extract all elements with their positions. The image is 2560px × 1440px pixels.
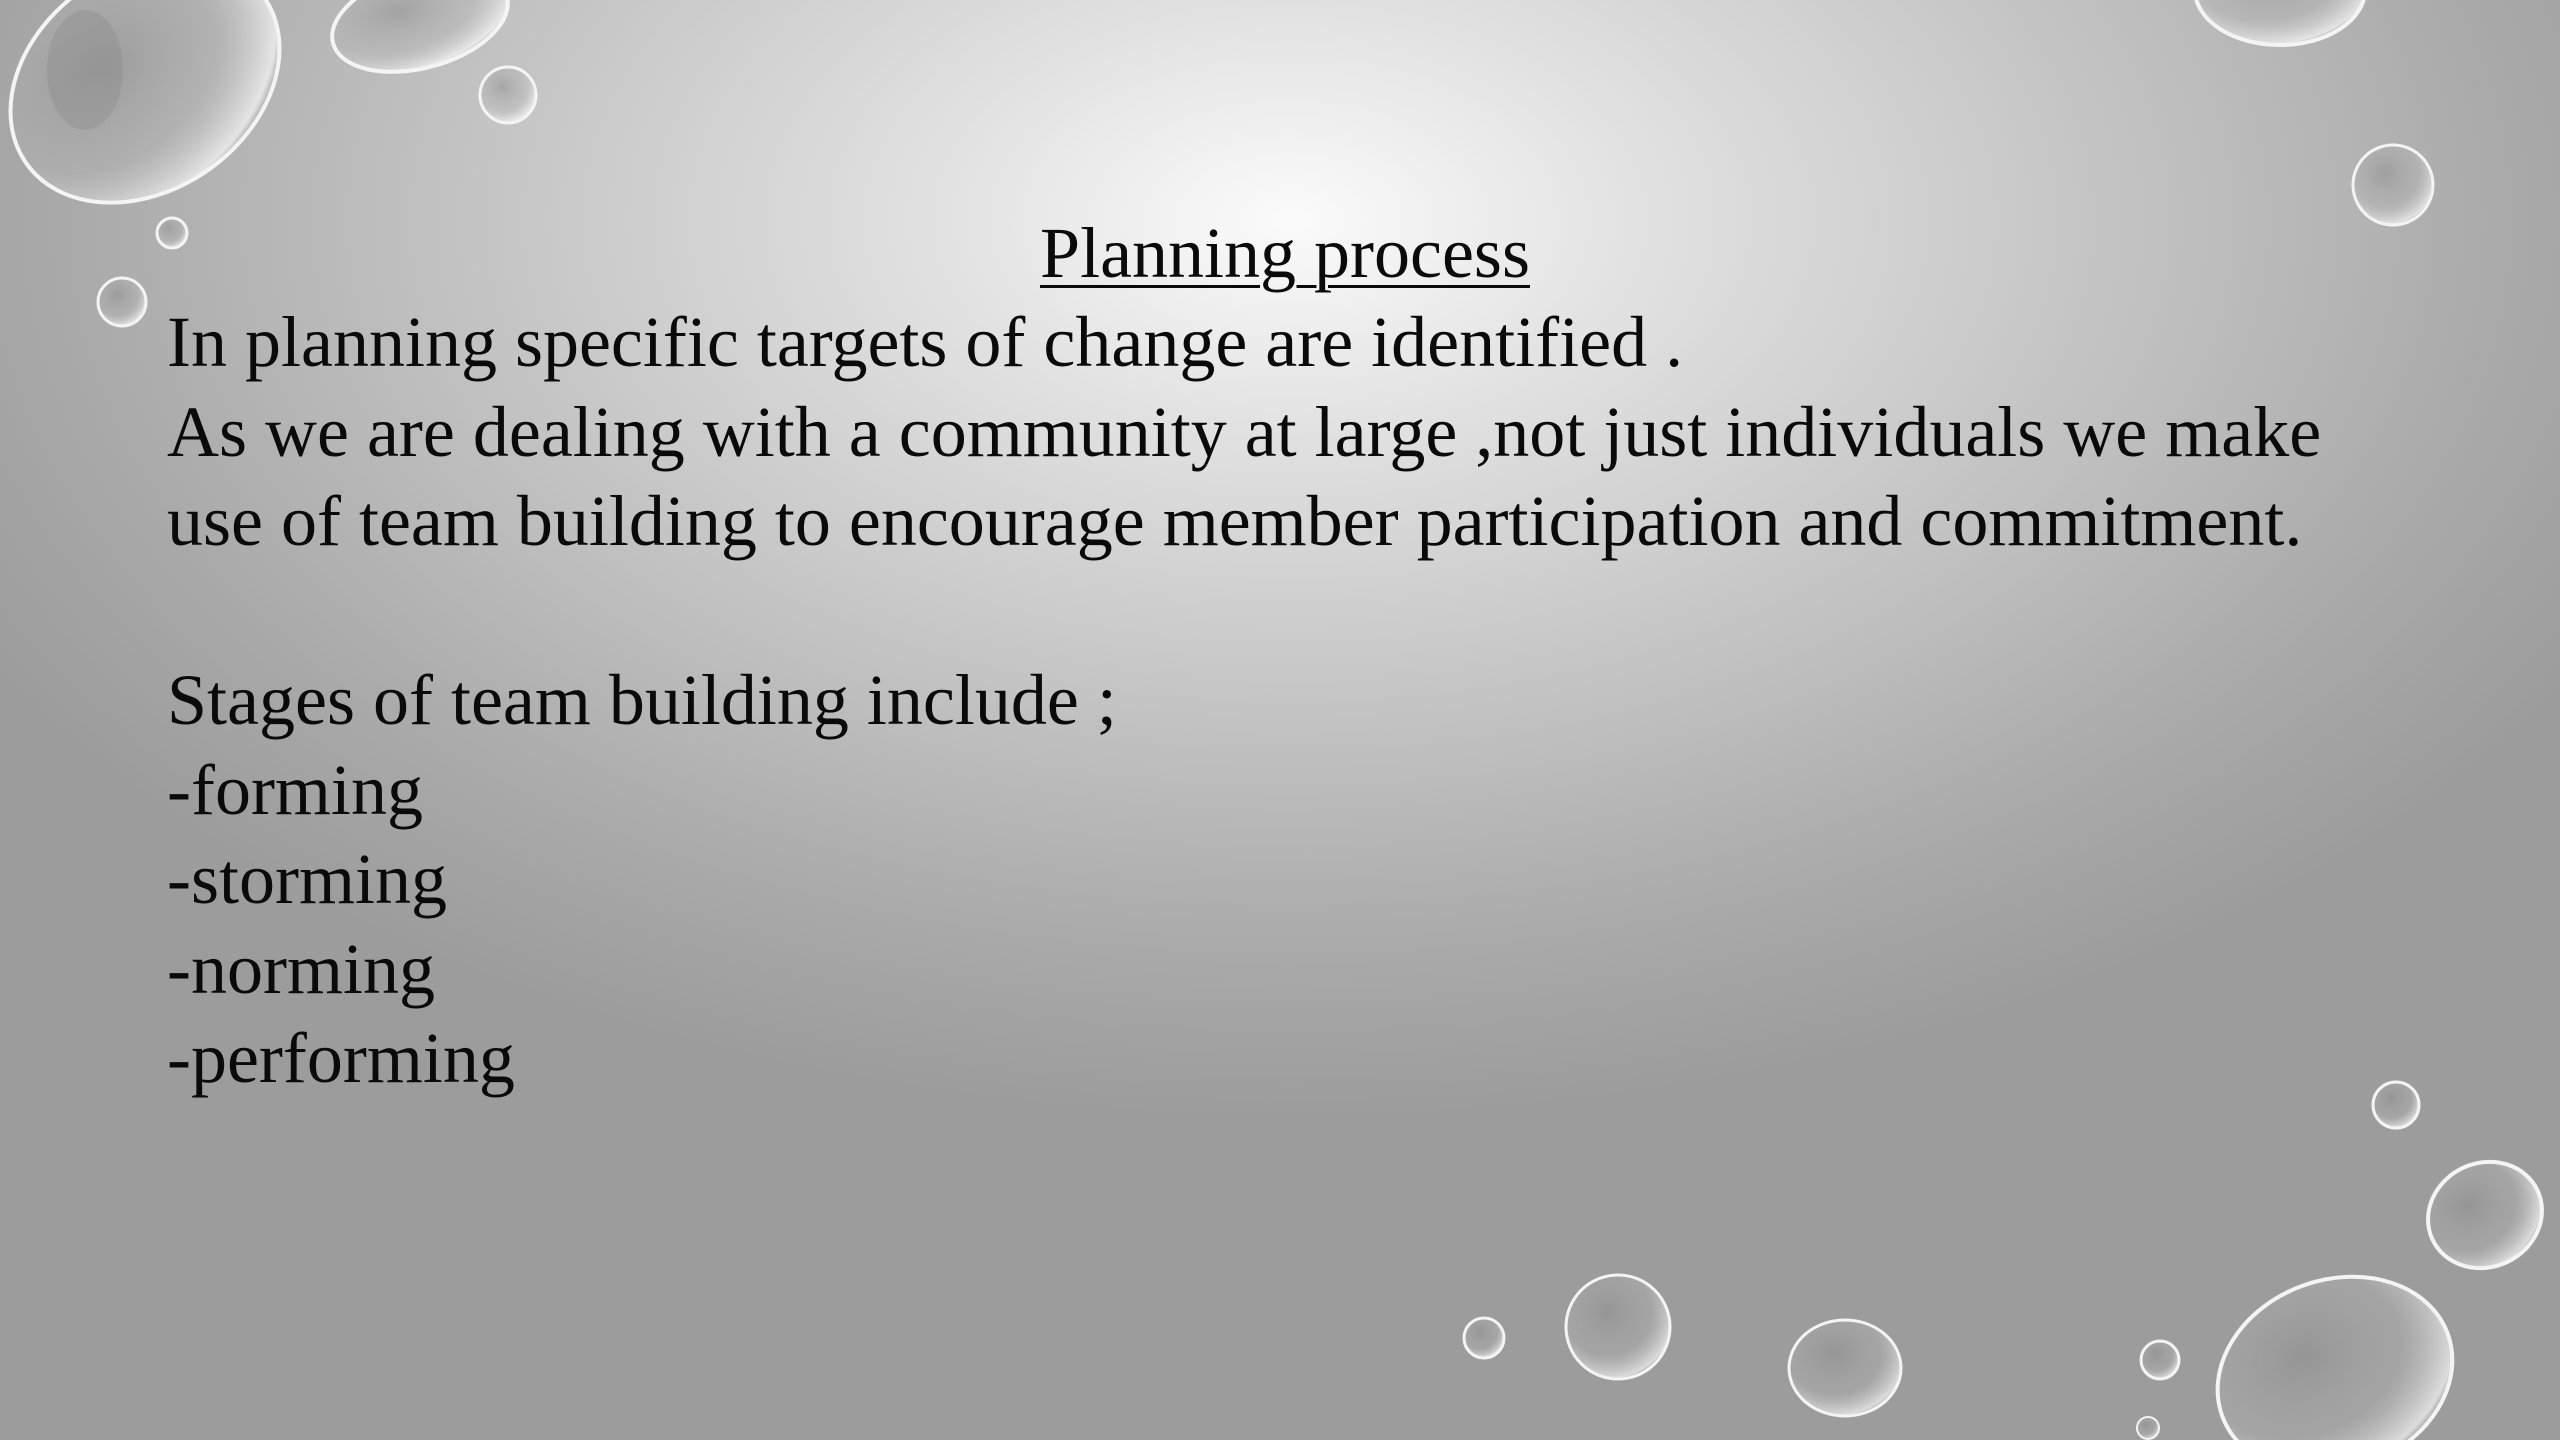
droplet-group-bottom-right (2137, 1082, 2560, 1440)
slide-title (0, 208, 2560, 298)
stage-item-storming: -storming (167, 839, 447, 919)
stages-heading: Stages of team building include ; (167, 660, 1117, 740)
slide-title-text: Planning process (1040, 213, 1530, 293)
droplet-group-top-right (2195, 0, 2433, 225)
stage-item-performing: -performing (167, 1018, 515, 1098)
slide-body (167, 298, 2517, 1104)
stage-item-norming: -norming (167, 928, 435, 1009)
droplet-group-bottom (1464, 1275, 1901, 1416)
paragraph-planning-targets: In planning specific targets of change are identified . (167, 302, 1684, 382)
paragraph-community-line-1: As we are dealing with a community at large ,not just individuals we make (167, 391, 2322, 472)
stage-item-forming: -forming (167, 749, 423, 830)
blank-line (167, 567, 2517, 657)
paragraph-community-line-2: use of team building to encourage member participation and commitment. (167, 481, 2303, 561)
